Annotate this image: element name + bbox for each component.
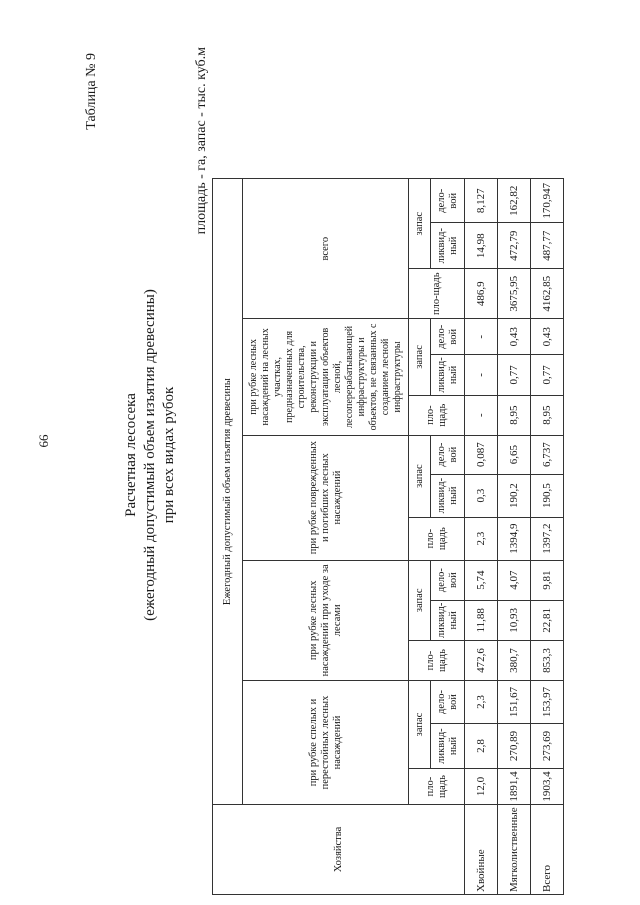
cell: 0,77 <box>531 355 564 395</box>
cell: 487,77 <box>531 223 564 269</box>
cell: 22,81 <box>531 600 564 640</box>
table-number: Таблица № 9 <box>84 53 99 130</box>
header-annual: Ежегодный допустимый объем изъятия древесины <box>213 179 243 805</box>
cell: 8,95 <box>531 395 564 435</box>
header-group-damaged: при рубке поврежденных и погибших лесных насаждений <box>243 435 409 560</box>
units-note: площадь - га, запас - тыс. куб.м <box>194 47 209 235</box>
cell: 6,737 <box>531 435 564 474</box>
table-title <box>122 145 179 765</box>
cell: - <box>465 395 498 435</box>
header-business: дело-вой <box>431 319 465 355</box>
cell: 1397,2 <box>531 517 564 560</box>
cell: 0,3 <box>465 474 498 517</box>
header-stock: запас <box>409 179 431 269</box>
cell: 0,43 <box>498 319 531 355</box>
cell: 10,93 <box>498 600 531 640</box>
cell: 190,2 <box>498 474 531 517</box>
cell: 170,947 <box>531 179 564 223</box>
row-name: Всего <box>531 805 564 895</box>
table-row <box>498 179 531 895</box>
title-line: при всех видах рубок <box>161 386 177 524</box>
header-stock: запас <box>409 681 431 769</box>
cell: 151,67 <box>498 681 531 724</box>
cell: 1394,9 <box>498 517 531 560</box>
cell: 8,127 <box>465 179 498 223</box>
felling-table <box>212 178 564 895</box>
cell: 1903,4 <box>531 769 564 805</box>
cell: 9,81 <box>531 560 564 600</box>
header-group-care: при рубке лесных насаждений при уходе за лесами <box>243 560 409 680</box>
cell: 273,69 <box>531 724 564 769</box>
header-group-construction: при рубке лесных насаждений на лесных участках, предназначенных для строительства, реконструкции и эксплуатации объектов лесной, лесоперерабатывающей инфраструктуры и объектов, не связанных с созданием лесной инфраструктуры <box>243 319 409 435</box>
cell: 486,9 <box>465 269 498 319</box>
header-liquid: ликвид-ный <box>431 724 465 769</box>
header-area: пло-щадь <box>409 517 465 560</box>
cell: 6,65 <box>498 435 531 474</box>
header-business: дело-вой <box>431 560 465 600</box>
cell: 853,3 <box>531 641 564 681</box>
title-line: (ежегодный допустимый объем изъятия древесины) <box>142 289 158 621</box>
header-liquid: ликвид-ный <box>431 355 465 395</box>
header-stock: запас <box>409 319 431 395</box>
header-liquid: ликвид-ный <box>431 223 465 269</box>
cell: 190,5 <box>531 474 564 517</box>
header-area: пло-щадь <box>409 641 465 681</box>
table-row <box>531 179 564 895</box>
cell: - <box>465 355 498 395</box>
header-group-mature: при рубке спелых и перестойных лесных насаждений <box>243 681 409 805</box>
header-area: пло-щадь <box>409 769 465 805</box>
row-name: Мягколиственные <box>498 805 531 895</box>
cell: 0,43 <box>531 319 564 355</box>
cell: 5,74 <box>465 560 498 600</box>
cell: 2,3 <box>465 517 498 560</box>
cell: 8,95 <box>498 395 531 435</box>
cell: 380,7 <box>498 641 531 681</box>
header-area: пло-щадь <box>409 395 465 435</box>
row-name: Хвойные <box>465 805 498 895</box>
cell: 0,77 <box>498 355 531 395</box>
header-liquid: ликвид-ный <box>431 474 465 517</box>
header-business: дело-вой <box>431 179 465 223</box>
cell: 2,3 <box>465 681 498 724</box>
cell: 162,82 <box>498 179 531 223</box>
cell: - <box>465 319 498 355</box>
cell: 11,88 <box>465 600 498 640</box>
header-liquid: ликвид-ный <box>431 600 465 640</box>
cell: 472,6 <box>465 641 498 681</box>
header-farm: Хозяйства <box>213 805 465 895</box>
title-line: Расчетная лесосека <box>123 393 139 517</box>
cell: 4,07 <box>498 560 531 600</box>
cell: 14,98 <box>465 223 498 269</box>
header-stock: запас <box>409 435 431 517</box>
cell: 153,97 <box>531 681 564 724</box>
header-business: дело-вой <box>431 681 465 724</box>
page-number: 66 <box>36 434 51 448</box>
cell: 4162,85 <box>531 269 564 319</box>
header-area: пло-щадь <box>409 269 465 319</box>
cell: 2,8 <box>465 724 498 769</box>
header-business: дело-вой <box>431 435 465 474</box>
header-stock: запас <box>409 560 431 640</box>
header-group-total: всего <box>243 179 409 319</box>
cell: 0,087 <box>465 435 498 474</box>
cell: 472,79 <box>498 223 531 269</box>
cell: 3675,95 <box>498 269 531 319</box>
cell: 12,0 <box>465 769 498 805</box>
table-row <box>465 179 498 895</box>
cell: 1891,4 <box>498 769 531 805</box>
cell: 270,89 <box>498 724 531 769</box>
